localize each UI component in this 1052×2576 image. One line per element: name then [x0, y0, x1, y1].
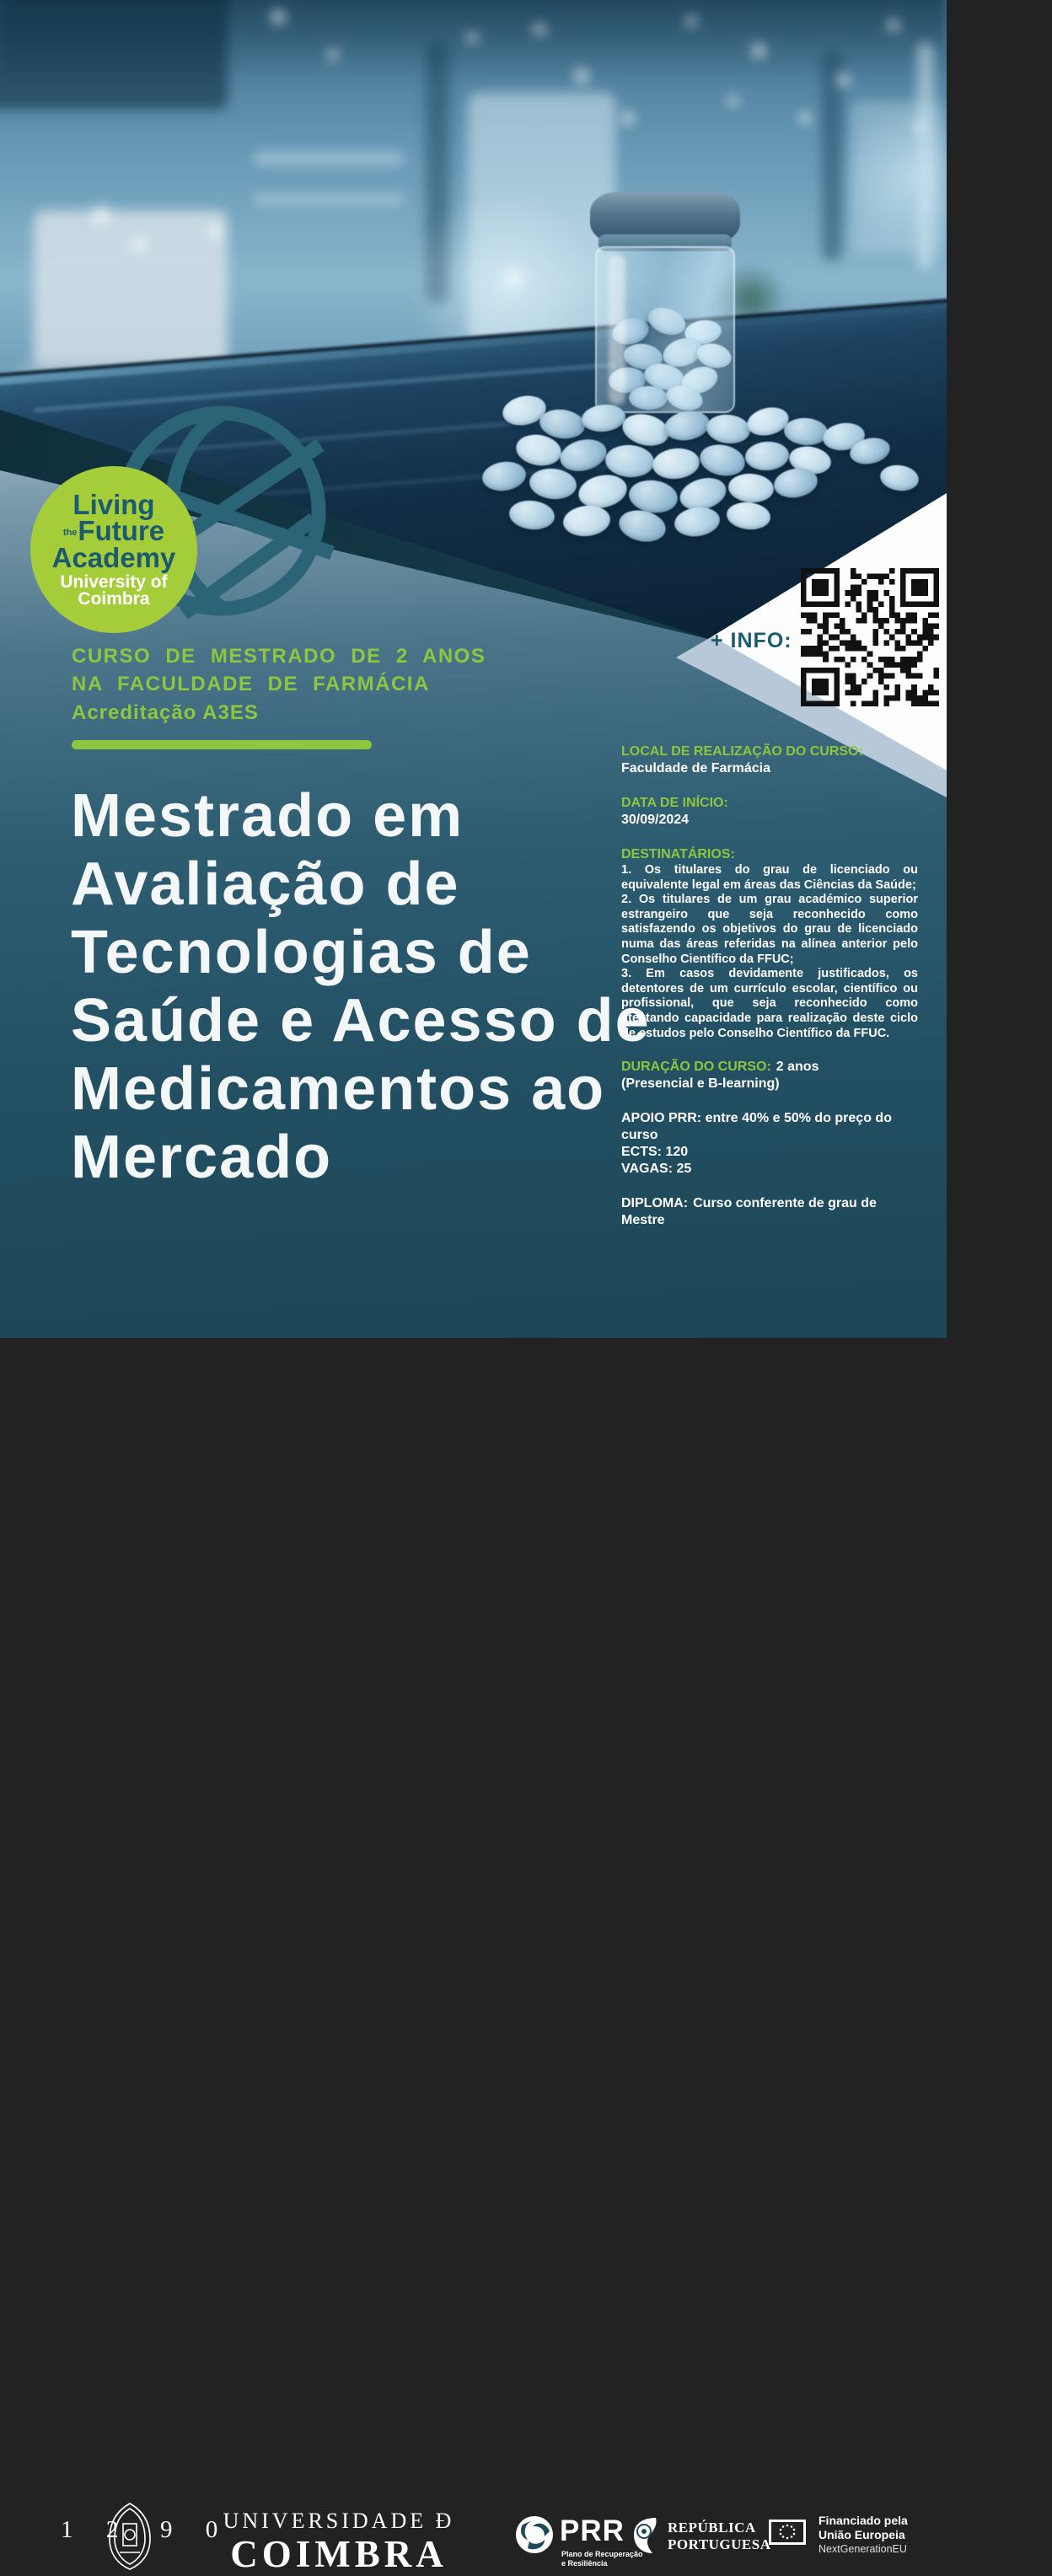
pill-jar-glass — [595, 246, 735, 413]
uc-seal-icon — [108, 2502, 152, 2571]
republica-wordmark — [668, 2520, 770, 2553]
duration-value: 2 anos — [776, 1060, 819, 1075]
republica-portuguesa-icon — [631, 2516, 661, 2555]
duration-block — [621, 1059, 918, 1092]
destinatarios-label: DESTINATÁRIOS: — [621, 847, 735, 861]
uc-year-left: 1 2 — [61, 2516, 132, 2543]
title-line: Tecnologias de — [71, 919, 532, 986]
pill — [783, 416, 829, 447]
pill — [604, 443, 656, 479]
course-heading-line1: CURSO DE MESTRADO DE 2 ANOS — [72, 645, 486, 668]
pill — [561, 503, 611, 539]
diploma-block — [621, 1195, 918, 1229]
destinatarios-item: 3. Em casos devidamente justificados, os detentores de um currículo escolar, científico ou profissional, que seja reconhecido como atestando capacidade para realização deste ciclo de estudos pelo Conselho Científico da FFUC. — [621, 967, 918, 1040]
badge-line-living: Living — [72, 489, 155, 521]
course-heading-line2: NA FACULDADE DE FARMÁCIA — [72, 673, 430, 695]
course-heading — [72, 642, 486, 698]
pill — [673, 504, 722, 539]
pill — [556, 435, 609, 475]
republica-line1: REPÚBLICA — [668, 2520, 756, 2536]
date-block — [621, 795, 918, 829]
local-label: LOCAL DE REALIZAÇÃO DO CURSO: — [621, 744, 863, 759]
duration-label: DURAÇÃO DO CURSO: — [621, 1060, 771, 1075]
eu-text-line1: Financiado pela — [819, 2514, 908, 2527]
pill — [528, 466, 577, 502]
prr-logo-icon — [516, 2516, 553, 2553]
title-line: Mestrado em — [71, 782, 464, 850]
republica-line2: PORTUGUESA — [668, 2536, 771, 2552]
apoio-prr: APOIO PRR: entre 40% e 50% do preço do curso — [621, 1111, 892, 1143]
pill — [480, 459, 528, 494]
uc-wordmark-bottom: COIMBRA — [230, 2533, 448, 2575]
prr-wordmark: PRR — [560, 2514, 625, 2547]
title-line: Saúde e Acesso de — [71, 987, 651, 1055]
badge-line-academy: Academy — [51, 541, 176, 573]
uc-year-right: 9 0 — [160, 2516, 232, 2543]
prr-subtitle-line1: Plano de Recuperação — [561, 2550, 643, 2558]
green-divider-bar — [72, 740, 372, 749]
uc-wordmark-top: UNIVERSIDADE Ð — [223, 2509, 455, 2533]
pill — [705, 412, 751, 445]
destinatarios-item: 1. Os titulares do grau de licenciado ou equivalente legal em áreas das Ciências da Saúde; — [621, 863, 918, 892]
qr-code — [801, 568, 939, 706]
badge-line-coimbra: Coimbra — [78, 589, 150, 609]
eu-funding-text — [819, 2514, 908, 2557]
pill — [725, 500, 771, 531]
prr-subtitle-line2: e Resiliência — [561, 2559, 608, 2568]
details-column — [621, 743, 918, 1247]
pill — [744, 440, 790, 472]
stats-block — [621, 1110, 918, 1178]
title-line: Medicamentos ao — [71, 1055, 606, 1123]
destinatarios-item: 2. Os titulares de um grau académico superior estrangeiro que seja reconhecido como satisfazendo os objetivos do grau de licenciado numa das áreas referidas na alínea anterior pelo Conselho Científico da FFUC; — [621, 893, 918, 966]
vagas: VAGAS: 25 — [621, 1162, 692, 1177]
badge-line-future: theFuture — [62, 515, 165, 547]
pill — [727, 472, 775, 504]
eu-text-line2: União Europeia — [819, 2528, 905, 2541]
local-block — [621, 743, 918, 777]
eu-text-line3: NextGenerationEU — [819, 2543, 907, 2555]
badge-line-university: University of — [60, 572, 168, 593]
date-label: DATA DE INÍCIO: — [621, 796, 728, 810]
pill — [580, 402, 626, 433]
destinatarios-block — [621, 846, 918, 1041]
info-label: + INFO: — [711, 629, 792, 652]
uc-wordmark — [212, 2509, 465, 2576]
date-value: 30/09/2024 — [621, 813, 690, 827]
title-line: Avaliação de — [71, 851, 460, 918]
local-value: Faculdade de Farmácia — [621, 761, 770, 775]
ects: ECTS: 120 — [621, 1145, 689, 1160]
destinatarios-list — [621, 863, 918, 1041]
eu-flag-icon — [769, 2520, 806, 2545]
footer — [0, 1248, 947, 2575]
living-future-academy-badge — [30, 466, 197, 633]
title-line: Mercado — [71, 1124, 333, 1191]
diploma-value: Curso conferente de grau de Mestre — [621, 1196, 877, 1228]
diploma-label: DIPLOMA: — [621, 1196, 689, 1211]
pill — [651, 446, 700, 481]
pill — [878, 463, 920, 493]
pill — [507, 498, 556, 531]
duration-mode: (Presencial e B-learning) — [621, 1076, 780, 1092]
accreditation-text: Acreditação A3ES — [72, 701, 259, 724]
badge-the: the — [62, 528, 78, 539]
